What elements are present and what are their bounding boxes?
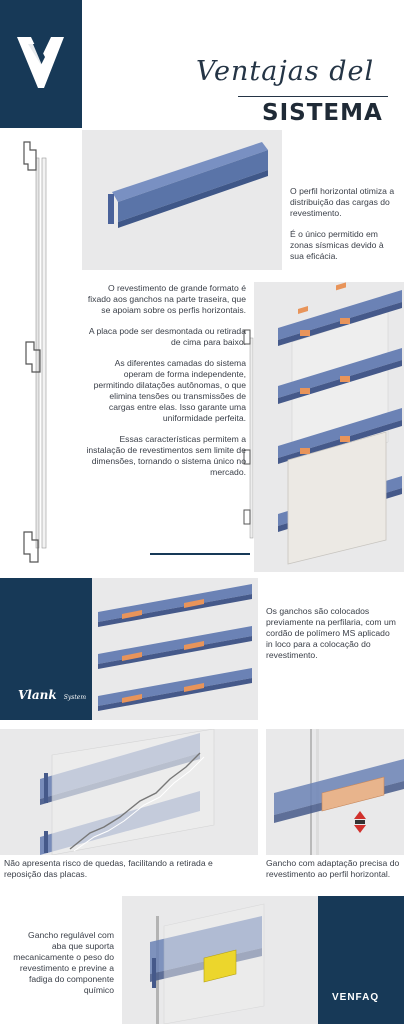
section4-left-caption: Não apresenta risco de quedas, facilitando a retirada e reposição das placas. bbox=[4, 858, 213, 879]
vlank-logo bbox=[18, 684, 86, 703]
section2-paragraph: Essas características permitem a instalação de revestimentos sem limite de dimensões, tornando o sistema único no mercado. bbox=[86, 434, 246, 477]
section5-hook-illustration bbox=[122, 896, 318, 1024]
section1-rail-illustration bbox=[82, 130, 282, 270]
section2-assembly-illustration bbox=[236, 282, 404, 572]
title-underline bbox=[238, 96, 388, 97]
footer-brand-block bbox=[318, 896, 404, 1024]
section2-paragraph: As diferentes camadas do sistema operam de forma independente, permitindo dilatações autônomas, o que elimina tensões ou transmissões de cargas entre elas. Isso garante uma uniformidade perfeita. bbox=[93, 358, 246, 423]
page-title-script: Ventajas del bbox=[196, 56, 375, 87]
v-logo-icon bbox=[0, 0, 82, 128]
section2-text bbox=[84, 283, 246, 488]
section1-text bbox=[290, 186, 398, 272]
section1-paragraph: É o único permitido em zonas sísmicas devido à sua eficácia. bbox=[290, 229, 384, 261]
section4-left-illustration bbox=[0, 729, 258, 855]
section2-divider bbox=[150, 553, 250, 555]
section4-right-illustration bbox=[266, 729, 404, 855]
section2-paragraph: A placa pode ser desmontada ou retirada de cima para baixo. bbox=[88, 326, 246, 347]
venfaq-brand: VENFAQ bbox=[332, 992, 380, 1003]
section1-paragraph: O perfil horizontal otimiza a distribuição das cargas do revestimento. bbox=[290, 186, 395, 218]
page-title-bold: SISTEMA bbox=[262, 100, 383, 126]
vlank-logo-sub: System bbox=[63, 694, 87, 701]
vertical-profile-drawing bbox=[14, 136, 58, 566]
header-logo-block bbox=[0, 0, 82, 128]
section5-text: Gancho regulável com aba que suporta mecanicamente o peso do revestimento e previne a fadiga do componente químico bbox=[13, 930, 114, 995]
vlank-logo-main: Vlank bbox=[18, 688, 57, 702]
up-down-arrow-icon bbox=[354, 811, 366, 833]
section2-paragraph: O revestimento de grande formato é fixado aos ganchos na parte traseira, que se apoiam sobre os perfis horizontais. bbox=[87, 283, 246, 315]
section3-hooks-illustration bbox=[92, 578, 258, 720]
section4-right-caption: Gancho com adaptação precisa do revestimento ao perfil horizontal. bbox=[266, 858, 400, 879]
section3-text: Os ganchos são colocados previamente na perfilaria, com um cordão de polímero MS aplicado in loco para a colocação do revestimento. bbox=[266, 606, 396, 660]
